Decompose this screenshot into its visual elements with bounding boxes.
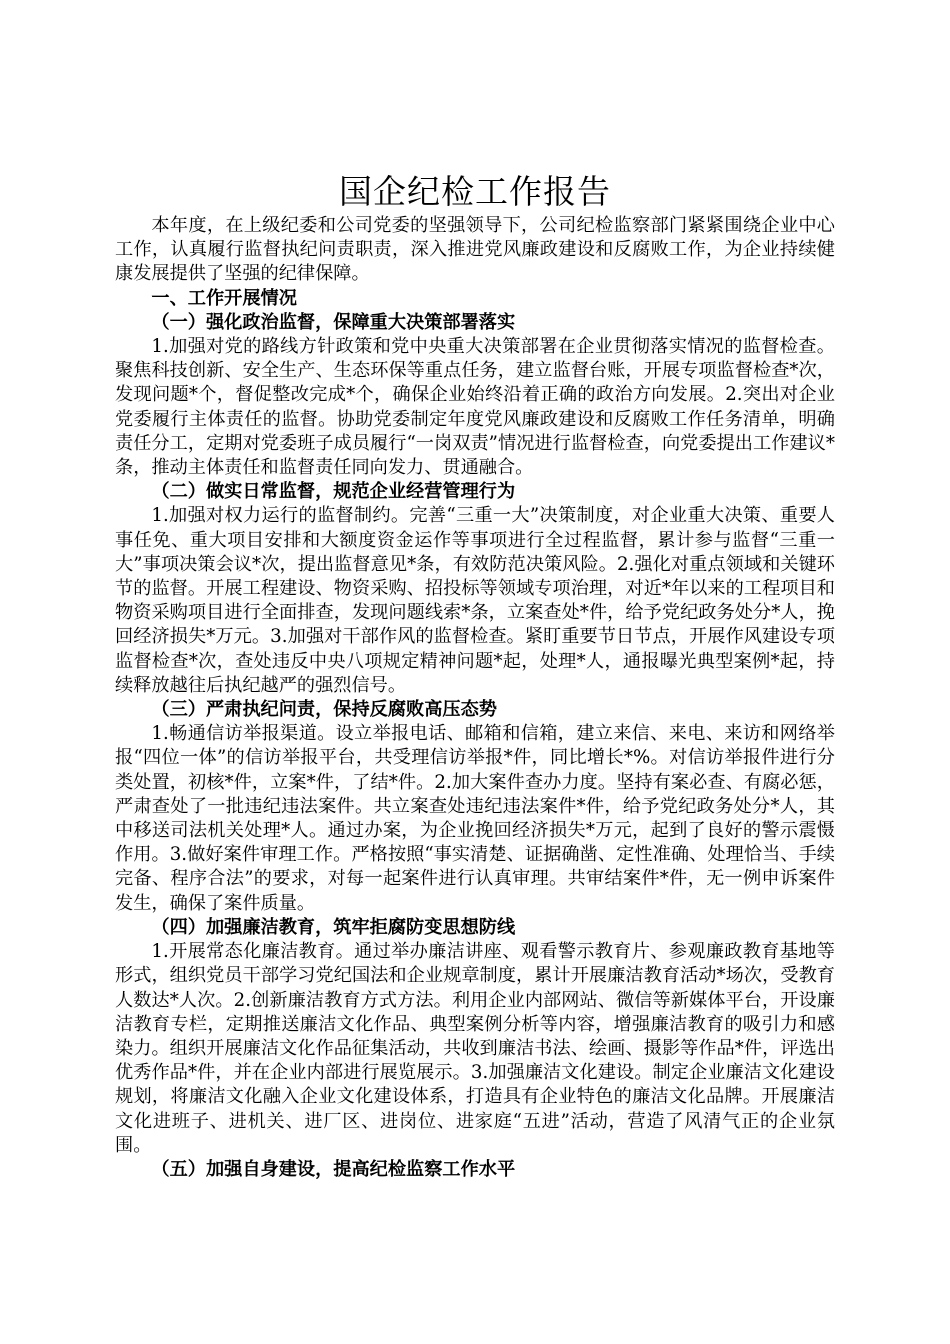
section-heading-1: 一、工作开展情况: [151, 287, 297, 309]
subsection-body-1: 1.加强对党的路线方针政策和党中央重大决策部署在企业贯彻落实情况的监督检查。聚焦科技创新、安全生产、生态环保等重点任务，建立监督台账，开展专项监督检查*次，发现问题*个，督促整改完成*个，确保企业始终沿着正确的政治方向发展。2.突出对企业党委履行主体责任的监督。协助党委制定年度党风廉政建设和反腐败工作任务清单，明确责任分工，定期对党委班子成员履行“一岗双责”情况进行监督检查，向党委提出工作建议*条，推动主体责任和监督责任同向发力、贯通融合。: [115, 336, 835, 479]
subsection-heading-2: （二）做实日常监督，规范企业经营管理行为: [151, 481, 516, 503]
subsection-heading-4: （四）加强廉洁教育，筑牢拒腐防变思想防线: [151, 916, 516, 938]
subsection-body-2: 1.加强对权力运行的监督制约。完善“三重一大”决策制度，对企业重大决策、重要人事任免、重大项目安排和大额度资金运作等事项进行全过程监督，累计参与监督“三重一大”事项决策会议*次，提出监督意见*条，有效防范决策风险。2.强化对重点领域和关键环节的监督。开展工程建设、物资采购、招投标等领域专项治理，对近*年以来的工程项目和物资采购项目进行全面排查，发现问题线索*条，立案查处*件，给予党纪政务处分*人，挽回经济损失*万元。3.加强对干部作风的监督检查。紧盯重要节日节点，开展作风建设专项监督检查*次，查处违反中央八项规定精神问题*起，处理*人，通报曝光典型案例*起，持续释放越往后执纪越严的强烈信号。: [115, 505, 835, 696]
subsection-body-3: 1.畅通信访举报渠道。设立举报电话、邮箱和信箱，建立来信、来电、来访和网络举报“四位一体”的信访举报平台，共受理信访举报*件，同比增长*%。对信访举报件进行分类处置，初核*件，立案*件，了结*件。2.加大案件查办力度。坚持有案必查、有腐必惩，严肃查处了一批违纪违法案件。共立案查处违纪违法案件*件，给予党纪政务处分*人，其中移送司法机关处理*人。通过办案，为企业挽回经济损失*万元，起到了良好的警示震慑作用。3.做好案件审理工作。严格按照“事实清楚、证据确凿、定性准确、处理恰当、手续完备、程序合法”的要求，对每一起案件进行认真审理。共审结案件*件，无一例申诉案件发生，确保了案件质量。: [115, 723, 835, 914]
document-title: 国企纪检工作报告: [339, 172, 611, 211]
subsection-body-4: 1.开展常态化廉洁教育。通过举办廉洁讲座、观看警示教育片、参观廉政教育基地等形式，组织党员干部学习党纪国法和企业规章制度，累计开展廉洁教育活动*场次，受教育人数达*人次。2.创新廉洁教育方式方法。利用企业内部网站、微信等新媒体平台，开设廉洁教育专栏，定期推送廉洁文化作品、典型案例分析等内容，增强廉洁教育的吸引力和感染力。组织开展廉洁文化作品征集活动，共收到廉洁书法、绘画、摄影等作品*件，评选出优秀作品*件，并在企业内部进行展览展示。3.加强廉洁文化建设。制定企业廉洁文化建设规划，将廉洁文化融入企业文化建设体系，打造具有企业特色的廉洁文化品牌。开展廉洁文化进班子、进机关、进厂区、进岗位、进家庭“五进”活动，营造了风清气正的企业氛围。: [115, 941, 835, 1156]
subsection-heading-1: （一）强化政治监督，保障重大决策部署落实: [151, 311, 516, 333]
subsection-heading-5: （五）加强自身建设，提高纪检监察工作水平: [151, 1158, 516, 1180]
subsection-heading-3: （三）严肃执纪问责，保持反腐败高压态势: [151, 699, 497, 721]
intro-paragraph: 本年度，在上级纪委和公司党委的坚强领导下，公司纪检监察部门紧紧围绕企业中心工作，认真履行监督执纪问责职责，深入推进党风廉政建设和反腐败工作，为企业持续健康发展提供了坚强的纪律保障。: [115, 215, 835, 285]
document-body: [115, 170, 835, 1182]
